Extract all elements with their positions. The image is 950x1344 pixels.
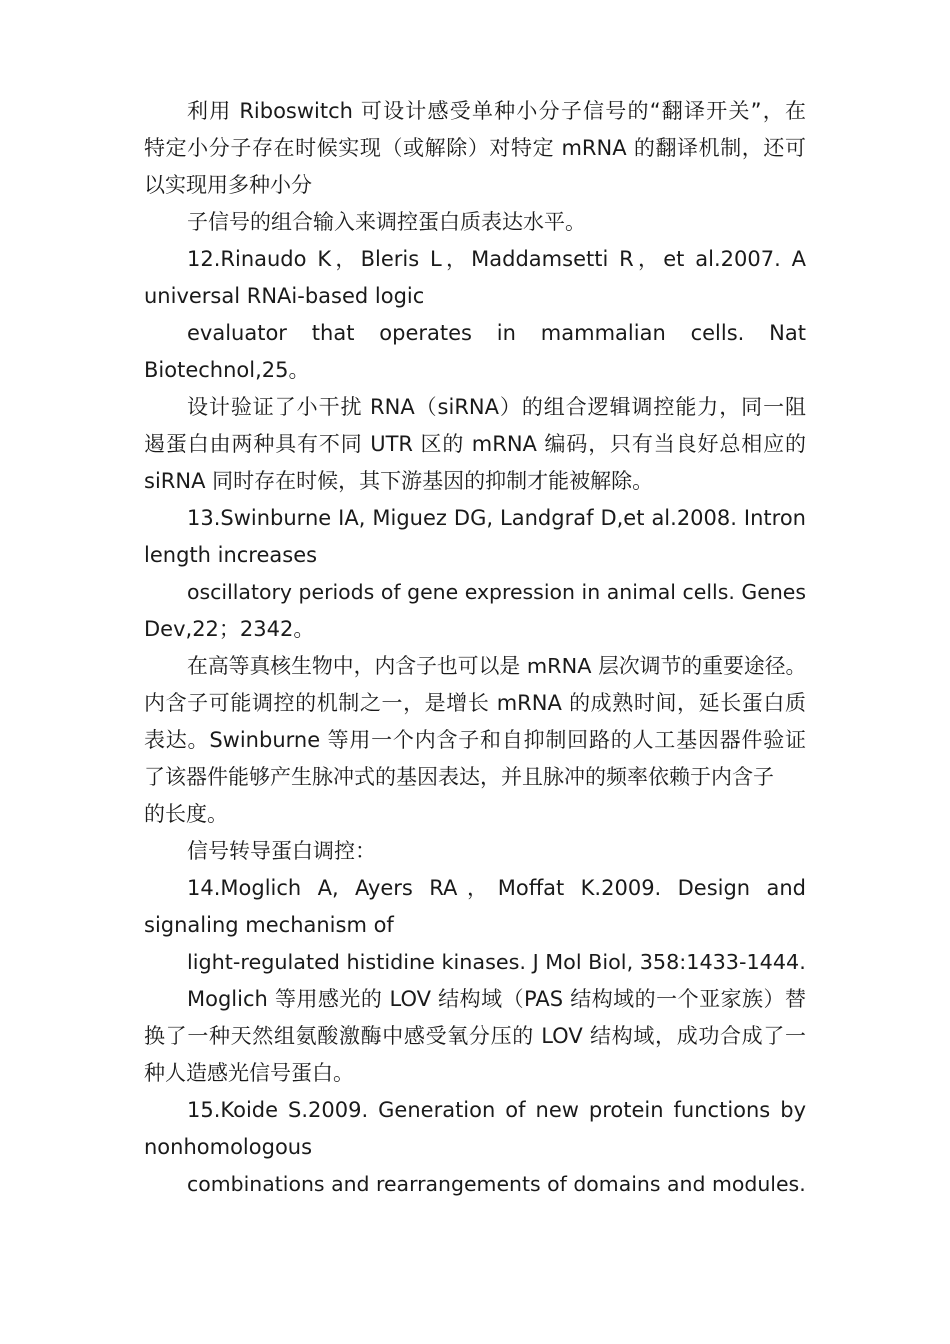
reference-line: nonhomologous	[144, 1135, 313, 1159]
paragraph-line: 换了一种天然组氨酸激酶中感受氧分压的 LOV 结构域，成功合成了一	[144, 1024, 806, 1048]
paragraph-line: 内含子可能调控的机制之一，是增长 mRNA 的成熟时间，延长蛋白质	[144, 691, 806, 715]
paragraph-line: 表达。Swinburne 等用一个内含子和自抑制回路的人工基因器件验证	[144, 728, 806, 752]
reference-line: signaling mechanism of	[144, 913, 394, 937]
paragraph-line: 的长度。	[144, 802, 228, 826]
paragraph-line: 在高等真核生物中，内含子也可以是 mRNA 层次调节的重要途径。	[187, 654, 807, 678]
reference-line: 12.Rinaudo K，Bleris L，Maddamsetti R，et al.2007. A	[187, 247, 806, 271]
paragraph-line: 子信号的组合输入来调控蛋白质表达水平。	[187, 210, 586, 234]
reference-line: 15.Koide S.2009. Generation of new protein functions by	[187, 1098, 806, 1122]
reference-line: light-regulated histidine kinases. J Mol Biol, 358:1433-1444.	[187, 950, 806, 974]
paragraph-line: siRNA 同时存在时候，其下游基因的抑制才能被解除。	[144, 469, 654, 493]
paragraph-line: Moglich 等用感光的 LOV 结构域（PAS 结构域的一个亚家族）替	[187, 987, 806, 1011]
reference-line: evaluator that operates in mammalian cells. Nat	[187, 321, 806, 345]
reference-line: Biotechnol,25。	[144, 358, 310, 382]
paragraph-line: 特定小分子存在时候实现（或解除）对特定 mRNA 的翻译机制，还可	[144, 136, 806, 160]
reference-line: universal RNAi-based logic	[144, 284, 425, 308]
reference-line: 14.Moglich A, Ayers RA，Moffat K.2009. Design and	[187, 876, 806, 900]
paragraph-line: 设计验证了小干扰 RNA（siRNA）的组合逻辑调控能力，同一阻	[187, 395, 806, 419]
paragraph-line: 遏蛋白由两种具有不同 UTR 区的 mRNA 编码，只有当良好总相应的	[144, 432, 806, 456]
paragraph-line: 利用 Riboswitch 可设计感受单种小分子信号的“翻译开关”，在	[187, 99, 806, 123]
paragraph-line: 以实现用多种小分	[144, 173, 312, 197]
reference-line: length increases	[144, 543, 318, 567]
paragraph-line: 种人造感光信号蛋白。	[144, 1061, 354, 1085]
reference-line: oscillatory periods of gene expression in animal cells. Genes	[187, 580, 806, 604]
paragraph-line: 了该器件能够产生脉冲式的基因表达，并且脉冲的频率依赖于内含子	[144, 765, 774, 789]
section-heading: 信号转导蛋白调控：	[187, 839, 376, 863]
reference-line: 13.Swinburne IA, Miguez DG, Landgraf D,et al.2008. Intron	[187, 506, 806, 530]
reference-line: Dev,22；2342。	[144, 617, 315, 641]
reference-line: combinations and rearrangements of domains and modules.	[187, 1172, 806, 1196]
